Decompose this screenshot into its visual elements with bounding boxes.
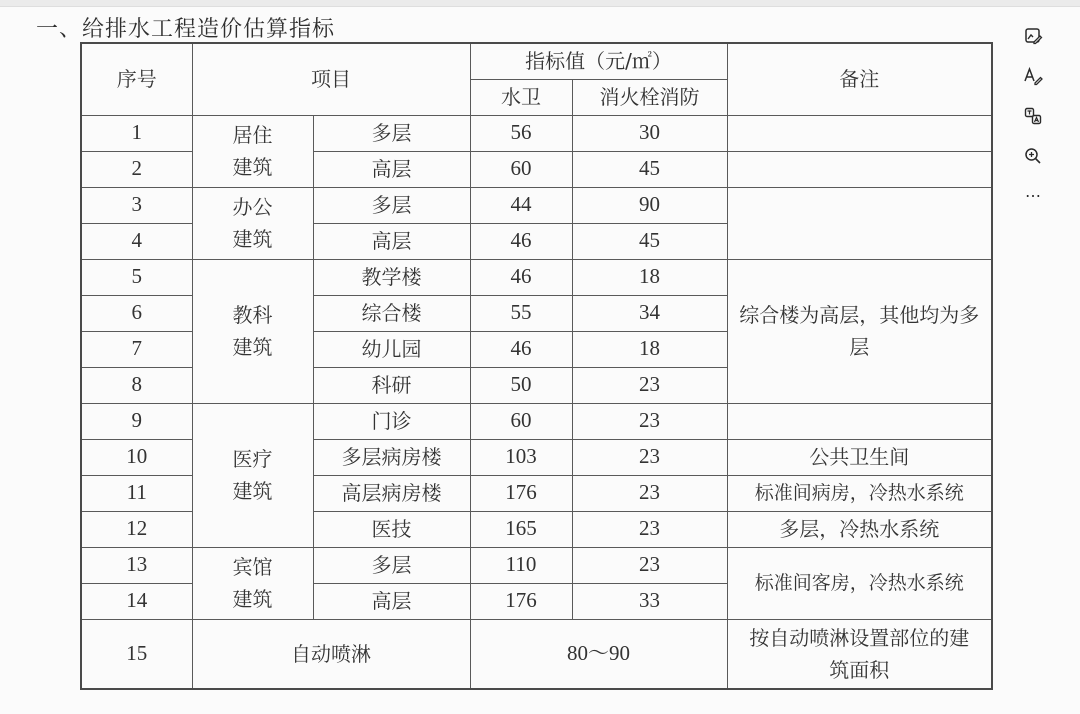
row-value: 80～90 [470,619,727,689]
header-index-value: 指标值（元/㎡） [470,43,727,79]
row-item: 多层 [313,547,470,583]
group-medical: 医疗建筑 [192,403,313,547]
row-seq: 15 [81,619,192,689]
cost-index-table [80,42,993,690]
text-style-button[interactable] [1019,62,1047,90]
row-fire: 90 [572,187,727,223]
row-item: 高层 [313,583,470,619]
row-fire: 23 [572,367,727,403]
row-seq: 6 [81,295,192,331]
row-water: 60 [470,151,572,187]
row-fire: 23 [572,511,727,547]
row-water: 50 [470,367,572,403]
row-seq: 8 [81,367,192,403]
row-water: 176 [470,583,572,619]
row-water: 44 [470,187,572,223]
group-education: 教科建筑 [192,259,313,403]
group-residential: 居住建筑 [192,115,313,187]
row-item: 自动喷淋 [192,619,470,689]
row-item: 高层 [313,223,470,259]
header-fire-hydrant: 消火栓消防 [572,79,727,115]
remark-hotel: 标准间客房，冷热水系统 [727,547,992,619]
table-row [81,115,992,151]
row-water: 46 [470,259,572,295]
row-seq: 12 [81,511,192,547]
table-row [81,403,992,439]
top-bar [0,0,1080,7]
page-title: 一、给排水工程造价估算指标 [36,17,336,42]
row-fire: 45 [572,151,727,187]
row-fire: 23 [572,403,727,439]
remark-education: 综合楼为高层，其他均为多层 [727,259,992,403]
row-water: 46 [470,223,572,259]
table-row [81,187,992,223]
row-fire: 23 [572,547,727,583]
table-row [81,259,992,295]
row-seq: 4 [81,223,192,259]
row-fire: 18 [572,331,727,367]
row-item: 多层病房楼 [313,439,470,475]
row-seq: 9 [81,403,192,439]
more-icon: … [1025,181,1041,201]
row-water: 55 [470,295,572,331]
row-item: 门诊 [313,403,470,439]
row-seq: 14 [81,583,192,619]
row-item: 科研 [313,367,470,403]
row-item: 医技 [313,511,470,547]
table-row [81,619,992,689]
row-remark [727,403,992,439]
row-fire: 23 [572,475,727,511]
row-remark [727,187,992,259]
row-water: 176 [470,475,572,511]
row-seq: 5 [81,259,192,295]
translate-button[interactable] [1019,102,1047,130]
row-water: 60 [470,403,572,439]
row-fire: 45 [572,223,727,259]
row-remark: 按自动喷淋设置部位的建筑面积 [727,619,992,689]
row-remark [727,151,992,187]
row-item: 综合楼 [313,295,470,331]
row-seq: 2 [81,151,192,187]
row-item: 高层 [313,151,470,187]
group-hotel: 宾馆建筑 [192,547,313,619]
row-remark: 标准间病房，冷热水系统 [727,475,992,511]
row-item: 幼儿园 [313,331,470,367]
row-seq: 13 [81,547,192,583]
header-remarks: 备注 [727,43,992,115]
row-fire: 34 [572,295,727,331]
side-toolbar [1018,22,1048,200]
row-seq: 3 [81,187,192,223]
row-water: 56 [470,115,572,151]
row-fire: 18 [572,259,727,295]
row-fire: 33 [572,583,727,619]
row-fire: 23 [572,439,727,475]
row-seq: 11 [81,475,192,511]
row-seq: 1 [81,115,192,151]
translate-icon [1023,106,1043,126]
row-water: 46 [470,331,572,367]
zoom-in-button[interactable] [1019,142,1047,170]
row-remark: 公共卫生间 [727,439,992,475]
zoom-in-icon [1023,146,1043,166]
row-item: 高层病房楼 [313,475,470,511]
row-item: 教学楼 [313,259,470,295]
header-item: 项目 [192,43,470,115]
row-water: 110 [470,547,572,583]
row-seq: 10 [81,439,192,475]
row-item: 多层 [313,115,470,151]
table-row [81,547,992,583]
group-office: 办公建筑 [192,187,313,259]
row-remark [727,115,992,151]
image-edit-icon [1023,26,1043,46]
image-edit-button[interactable] [1019,22,1047,50]
row-seq: 7 [81,331,192,367]
text-style-icon [1023,66,1043,86]
row-water: 165 [470,511,572,547]
header-water-sanitary: 水卫 [470,79,572,115]
header-seq: 序号 [81,43,192,115]
row-remark: 多层，冷热水系统 [727,511,992,547]
row-item: 多层 [313,187,470,223]
row-water: 103 [470,439,572,475]
row-fire: 30 [572,115,727,151]
more-button[interactable] [1019,182,1047,200]
